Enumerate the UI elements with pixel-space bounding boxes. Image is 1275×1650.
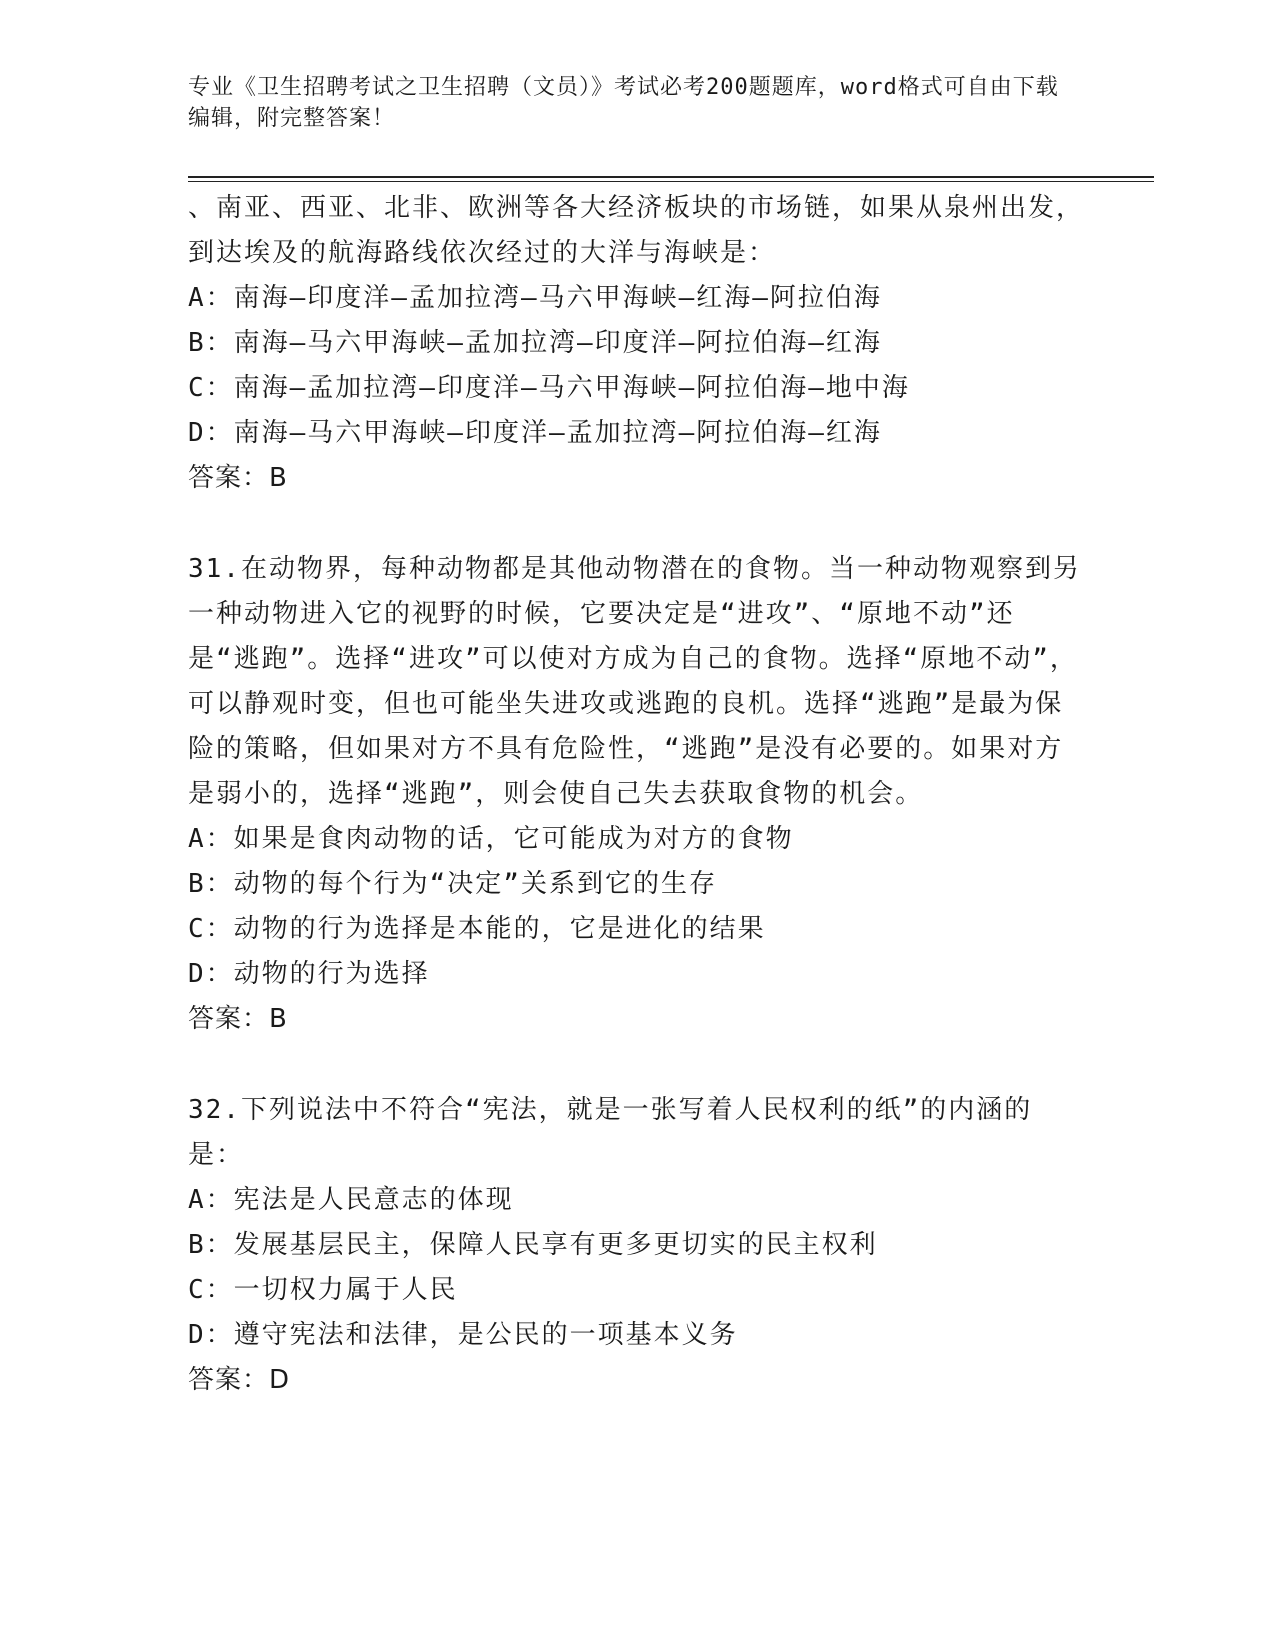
question-item [188,547,1088,1042]
answer-line: 答案：B [188,463,288,493]
option-b: B：南海—马六甲海峡—孟加拉湾—印度洋—阿拉伯海—红海 [188,328,882,358]
answer-line: 答案：D [188,1365,291,1395]
option-d: D：南海—马六甲海峡—印度洋—孟加拉湾—阿拉伯海—红海 [188,418,882,448]
option-a: A：宪法是人民意志的体现 [188,1185,514,1215]
option-c: C：一切权力属于人民 [188,1275,458,1305]
option-d: D：遵守宪法和法律，是公民的一项基本义务 [188,1320,738,1350]
option-c: C：南海—孟加拉湾—印度洋—马六甲海峡—阿拉伯海—地中海 [188,373,910,403]
page-header: 专业《卫生招聘考试之卫生招聘（文员）》考试必考200题题库，word格式可自由下载编辑，附完整答案！ [188,75,1059,131]
question-list [188,186,1088,1403]
question-item [188,1088,1088,1403]
option-a: A：南海—印度洋—孟加拉湾—马六甲海峡—红海—阿拉伯海 [188,283,882,313]
option-a: A：如果是食肉动物的话，它可能成为对方的食物 [188,824,794,854]
question-text: 、南亚、西亚、北非、欧洲等各大经济板块的市场链，如果从泉州出发，到达埃及的航海路线依次经过的大洋与海峡是： [188,193,1085,268]
answer-line: 答案：B [188,1004,288,1034]
option-c: C：动物的行为选择是本能的，它是进化的结果 [188,914,766,944]
question-item [188,186,1088,501]
header-divider [188,176,1154,182]
question-text: 32.下列说法中不符合“宪法，就是一张写着人民权利的纸”的内涵的是： [188,1095,1033,1170]
option-b: B：动物的每个行为“决定”关系到它的生存 [188,869,717,899]
question-text: 31.在动物界，每种动物都是其他动物潜在的食物。当一种动物观察到另一种动物进入它的视野的时候，它要决定是“进攻”、“原地不动”还是“逃跑”。选择“进攻”可以使对方成为自己的食物。选择“原地不动”，可以静观时变，但也可能坐失进攻或逃跑的良机。选择“逃跑”是最为保险的策略，但如果对方不具有危险性，“逃跑”是没有必要的。如果对方是弱小的，选择“逃跑”，则会使自己失去获取食物的机会。 [188,554,1081,809]
option-d: D：动物的行为选择 [188,959,430,989]
option-b: B：发展基层民主，保障人民享有更多更切实的民主权利 [188,1230,878,1260]
